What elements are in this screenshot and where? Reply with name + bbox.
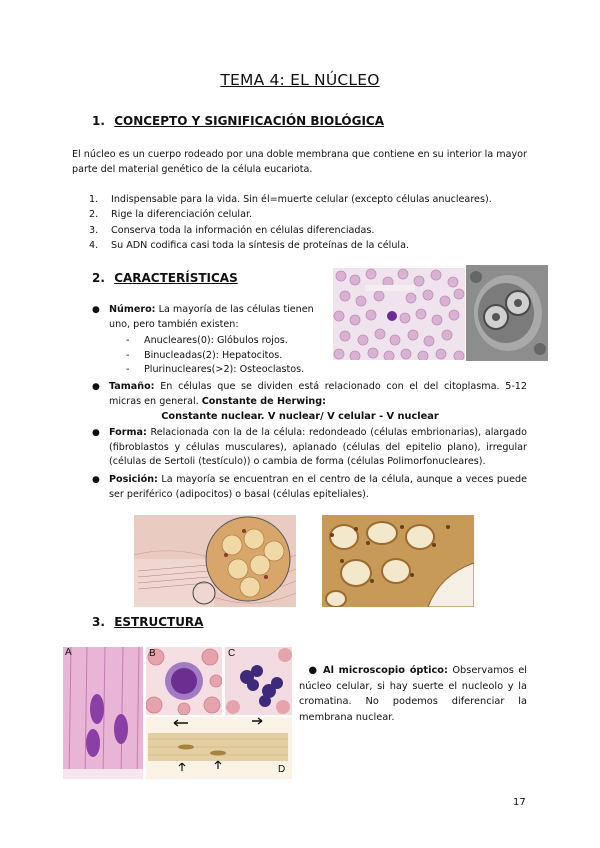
list-item: 1. Indispensable para la vida. Sin él=muerte celular (excepto células anucleares). xyxy=(89,194,492,205)
section-2-title: CARACTERÍSTICAS xyxy=(114,271,238,285)
section-1-paragraph: El núcleo es un cuerpo rodeado por una doble membrana que contiene en su interior la mayor parte del material genético de la célula eucariota. xyxy=(72,149,527,175)
section-1-number: 1. xyxy=(92,114,105,128)
section-3-heading xyxy=(92,615,203,629)
adipocyte-tissue-image xyxy=(134,515,296,607)
section-2-heading xyxy=(92,271,238,285)
section-1-heading xyxy=(92,114,384,128)
section-3-title: ESTRUCTURA xyxy=(114,615,204,629)
tamano-bold: Constante de Herwing: xyxy=(201,395,326,407)
micro-text: Observamos el núcleo celular, si hay suerte el nucleolo y la cromatina. No podemos diferenciar la membrana nuclear. xyxy=(299,665,527,723)
bullet-icon: ● xyxy=(92,305,100,315)
epithelial-tissue-image xyxy=(322,515,474,607)
panel-label-d: D xyxy=(278,764,286,775)
numero-text: La mayoría de las células tienen uno, pero también existen: xyxy=(109,304,314,330)
sub-list-item: - Binucleadas(2): Hepatocitos. xyxy=(126,349,283,361)
bullet-numero xyxy=(92,303,325,332)
micro-label: Al microscopio óptico: xyxy=(323,665,448,676)
bullet-icon: ● xyxy=(92,475,100,485)
tamano-label: Tamaño: xyxy=(109,381,155,392)
tamano-text: En células que se dividen está relacionado con el del citoplasma. 5-12 micras en general. xyxy=(109,381,527,407)
sub-list xyxy=(126,334,304,378)
panel-c-image xyxy=(225,647,292,715)
list-item: 2. Rige la diferenciación celular. xyxy=(89,209,253,221)
panel-d-image xyxy=(146,717,292,779)
herwing-formula: Constante nuclear. V nuclear/ V celular - V nuclear xyxy=(161,411,439,422)
bullet-icon: ● xyxy=(308,665,317,676)
section-1-title: CONCEPTO Y SIGNIFICACIÓN BIOLÓGICA xyxy=(114,114,385,128)
panel-label-b: B xyxy=(149,648,156,659)
list-item: 3. Conserva toda la información en células diferenciadas. xyxy=(89,224,375,236)
panel-label-c: C xyxy=(228,648,236,659)
bullet-microscopio xyxy=(299,663,527,725)
panel-b-image xyxy=(146,647,222,715)
numero-label: Número: xyxy=(109,304,156,315)
binucleate-cell-image xyxy=(466,265,548,361)
panel-label-a: A xyxy=(65,647,72,658)
sub-list-item: - Anucleares(0): Glóbulos rojos. xyxy=(126,335,288,346)
page-title: TEMA 4: EL NÚCLEO xyxy=(220,71,380,89)
section-3-number: 3. xyxy=(92,615,105,629)
forma-text: Relacionada con la de la célula: redondeado (células embrionarias), alargado (fibroblastos y células musculares), aplanado (células del epitelio plano), irregular (células de Sertoli (testículo)) o cambia de forma (células Polimorfonucleares). xyxy=(109,427,527,468)
section-2-number: 2. xyxy=(92,271,105,285)
page-number: 17 xyxy=(513,797,526,808)
bullet-icon: ● xyxy=(92,382,100,392)
bullet-posicion xyxy=(92,473,527,502)
section-1-list xyxy=(89,192,529,253)
list-item: 4. Su ADN codifica casi toda la síntesis de proteínas de la célula. xyxy=(89,239,409,251)
bullet-icon: ● xyxy=(92,428,100,438)
posicion-text: La mayoría se encuentran en el centro de la célula, aunque a veces puede ser periférico (adipocitos) o basal (células epiteliales). xyxy=(109,474,527,500)
bullet-forma xyxy=(92,426,527,470)
bullet-tamano xyxy=(92,380,527,409)
forma-label: Forma: xyxy=(109,427,147,438)
posicion-label: Posición: xyxy=(109,474,158,485)
sub-list-item: - Plurinucleares(>2): Osteoclastos. xyxy=(126,364,305,375)
panel-a-image xyxy=(63,647,143,779)
blood-smear-image xyxy=(333,268,465,360)
